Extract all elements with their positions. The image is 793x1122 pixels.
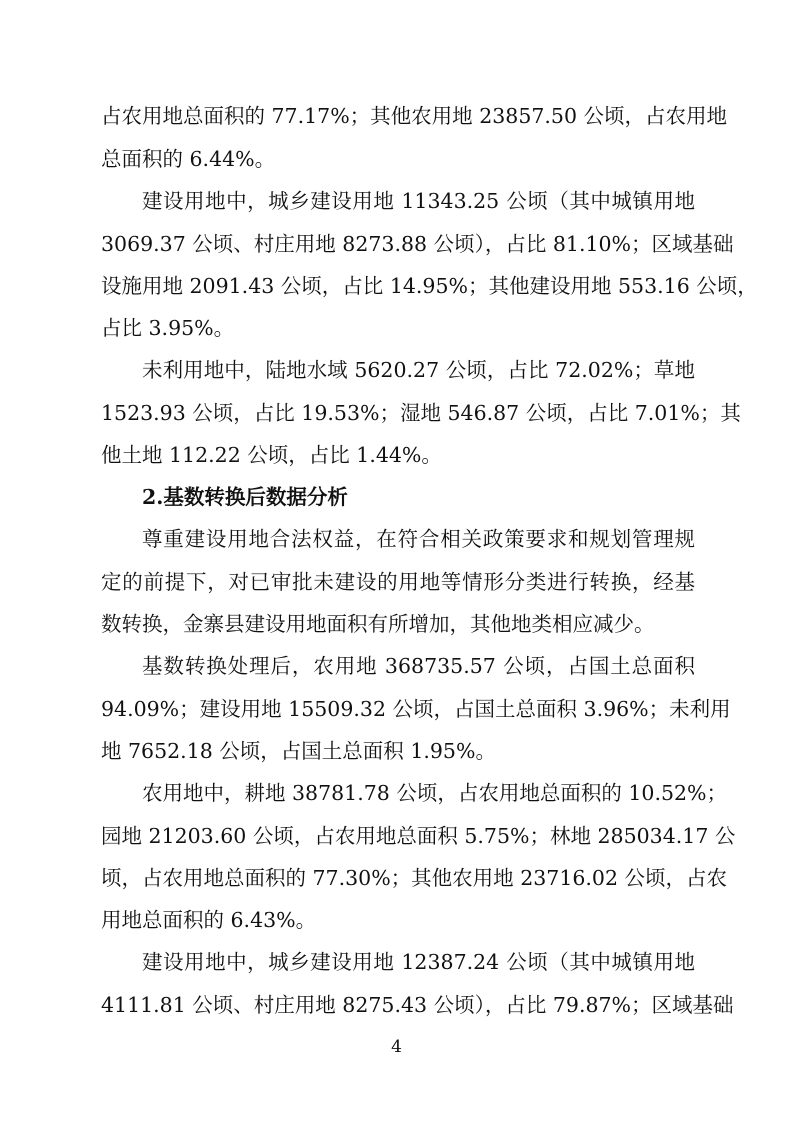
text-line: 占农用地总面积的 77.17%；其他农用地 23857.50 公顷，占农用地	[101, 104, 728, 128]
text-line: 他土地 112.22 公顷，占比 1.44%。	[101, 443, 442, 467]
section-heading: 2.基数转换后数据分析	[142, 485, 348, 509]
paragraph-first-line: 尊重建设用地合法权益，在符合相关政策要求和规划管理规	[142, 527, 695, 551]
paragraph-first-line: 建设用地中，城乡建设用地 11343.25 公顷（其中城镇用地	[142, 189, 695, 213]
text-line: 94.09%；建设用地 15509.32 公顷，占国土总面积 3.96%；未利用	[101, 697, 731, 721]
text-line: 1523.93 公顷，占比 19.53%；湿地 546.87 公顷，占比 7.01%；其	[101, 401, 741, 425]
text-line: 定的前提下，对已审批未建设的用地等情形分类进行转换，经基	[101, 570, 695, 594]
text-line: 总面积的 6.44%。	[101, 147, 276, 171]
text-line: 园地 21203.60 公顷，占农用地总面积 5.75%；林地 285034.17 公	[101, 824, 736, 848]
text-line: 顷，占农用地总面积的 77.30%；其他农用地 23716.02 公顷，占农	[101, 866, 728, 890]
paragraph-first-line: 未利用地中，陆地水域 5620.27 公顷，占比 72.02%；草地	[142, 358, 695, 382]
paragraph-first-line: 农用地中，耕地 38781.78 公顷，占农用地总面积的 10.52%；	[142, 781, 728, 805]
paragraph-first-line: 建设用地中，城乡建设用地 12387.24 公顷（其中城镇用地	[142, 950, 695, 974]
text-line: 数转换，金寨县建设用地面积有所增加，其他地类相应减少。	[101, 612, 655, 636]
text-line: 3069.37 公顷、村庄用地 8273.88 公顷），占比 81.10%；区域基础	[101, 232, 734, 256]
text-line: 地 7652.18 公顷，占国土总面积 1.95%。	[101, 739, 496, 763]
text-line: 占比 3.95%。	[101, 316, 235, 340]
text-line: 设施用地 2091.43 公顷，占比 14.95%；其他建设用地 553.16 公顷，	[101, 274, 758, 298]
page-number: 4	[391, 1037, 402, 1057]
text-line: 用地总面积的 6.43%。	[101, 908, 317, 932]
text-line: 4111.81 公顷、村庄用地 8275.43 公顷），占比 79.87%；区域基础	[101, 993, 734, 1017]
paragraph-first-line: 基数转换处理后，农用地 368735.57 公顷，占国土总面积	[142, 654, 695, 678]
